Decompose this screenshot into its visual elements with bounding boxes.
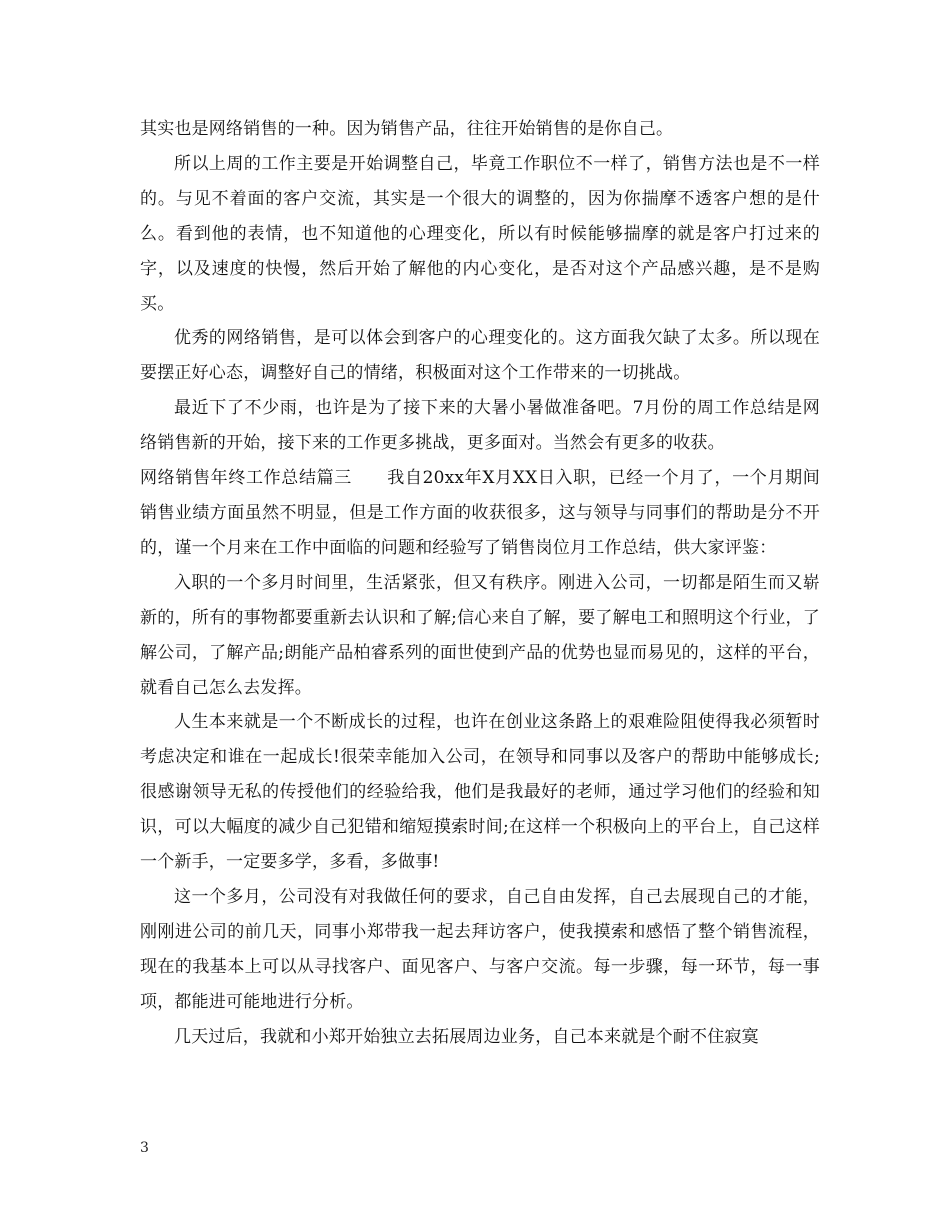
- paragraph: 人生本来就是一个不断成长的过程，也许在创业这条路上的艰难险阻使得我必须暂时考虑决定和谁在一起成长!很荣幸能加入公司，在领导和同事以及客户的帮助中能够成长;很感谢领导无私的传授他们的经验给我，他们是我最好的老师，通过学习他们的经验和知识，可以大幅度的减少自己犯错和缩短摸索时间;在这样一个积极向上的平台上，自己这样一个新手，一定要多学，多看，多做事!: [140, 712, 820, 873]
- page-number: 3: [140, 1140, 149, 1156]
- paragraph: 入职的一个多月时间里，生活紧张，但又有秩序。刚进入公司，一切都是陌生而又崭新的，所有的事物都要重新去认识和了解;信心来自了解，要了解电工和照明这个行业，了解公司，了解产品;朗能产品柏睿系列的面世使到产品的优势也显而易见的，这样的平台，就看自己怎么去发挥。: [140, 572, 820, 698]
- paragraph: 其实也是网络销售的一种。因为销售产品，往往开始销售的是你自己。: [140, 119, 674, 139]
- paragraph: 网络销售年终工作总结篇三 我自20xx年X月XX日入职，已经一个月了，一个月期间销售业绩方面虽然不明显，但是工作方面的收获很多，这与领导与同事们的帮助是分不开的，谨一个月来在工作中面临的问题和经验写了销售岗位月工作总结，供大家评鉴：: [140, 468, 820, 558]
- paragraph: 几天过后，我就和小郑开始独立去拓展周边业务，自己本来就是个耐不住寂寞: [174, 1026, 759, 1047]
- document-body: [140, 112, 820, 1054]
- paragraph: 最近下了不少雨，也许是为了接下来的大暑小暑做准备吧。7月份的周工作总结是网络销售新的开始，接下来的工作更多挑战，更多面对。当然会有更多的收获。: [140, 398, 820, 454]
- paragraph: 所以上周的工作主要是开始调整自己，毕竟工作职位不一样了，销售方法也是不一样的。与见不着面的客户交流，其实是一个很大的调整的，因为你揣摩不透客户想的是什么。看到他的表情，也不知道他的心理变化，所以有时候能够揣摩的就是客户打过来的字，以及速度的快慢，然后开始了解他的内心变化，是否对这个产品感兴趣，是不是购买。: [140, 153, 820, 314]
- paragraph: 优秀的网络销售，是可以体会到客户的心理变化的。这方面我欠缺了太多。所以现在要摆正好心态，调整好自己的情绪，积极面对这个工作带来的一切挑战。: [140, 328, 820, 384]
- paragraph: 这一个多月，公司没有对我做任何的要求，自己自由发挥，自己去展现自己的才能，刚刚进公司的前几天，同事小郑带我一起去拜访客户，使我摸索和感悟了整个销售流程，现在的我基本上可以从寻找客户、面见客户、与客户交流。每一步骤，每一环节，每一事项，都能进可能地进行分析。: [140, 886, 820, 1012]
